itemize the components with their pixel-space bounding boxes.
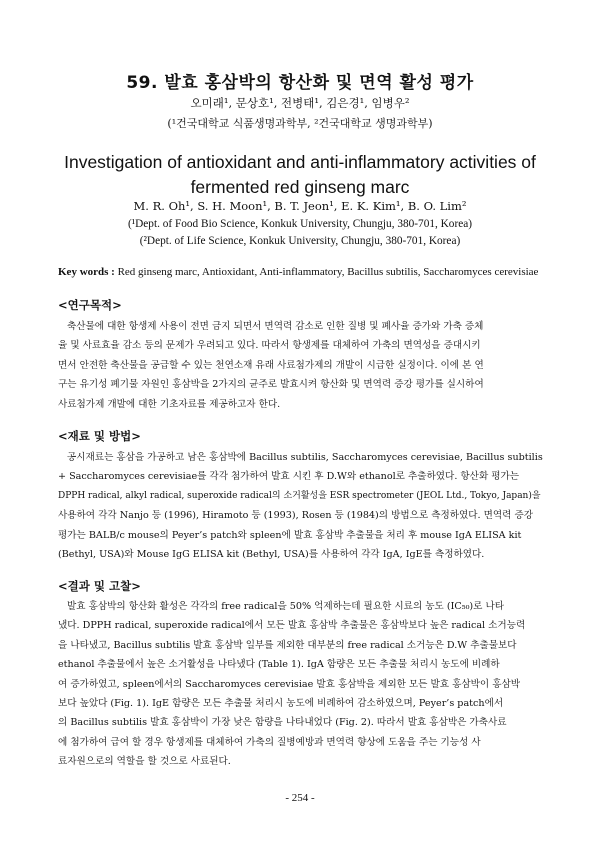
text-line: 보다 높았다 (Fig. 1). IgE 함량은 모든 추출물 처리시 농도에 비례하여 감소하였으며, Peyer’s patch에서 (58, 698, 504, 710)
korean-authors: 오미래¹, 문상호¹, 전병태¹, 김은경¹, 임병우² (190, 96, 410, 110)
text-line: + Saccharomyces cerevisiae를 각각 첨가하여 발효 시킨 후 D.W와 ethanol로 추출하였다. 항산화 평가는 (58, 471, 520, 483)
english-affiliation-1: (¹Dept. of Food Bio Science, Konkuk University, Chungju, 380-701, Korea) (127, 218, 473, 230)
text-line: 에 첨가하여 급여 할 경우 항생제를 대체하여 가축의 질병예방과 면역력 향상에 도움을 주는 기능성 사 (58, 736, 481, 748)
text-line: 축산물에 대한 항생제 사용이 전면 금지 되면서 면역력 감소로 인한 질병 및 폐사율 증가와 가축 증체 (67, 321, 484, 332)
text-line: 공시재료는 홍삼을 가공하고 남은 홍삼박에 Bacillus subtilis, Saccharomyces cerevisiae, Bacillus subtilis (67, 452, 543, 463)
korean-title: 59. 발효 홍삼박의 항산화 및 면역 활성 평가 (126, 73, 474, 93)
section-heading-results: <결과 및 고찰> (58, 579, 141, 593)
english-authors: M. R. Oh¹, S. H. Moon¹, B. T. Jeon¹, E. K. Kim¹, B. O. Lim² (133, 199, 467, 213)
korean-affiliations: (¹건국대학교 식품생명과학부, ²건국대학교 생명과학부) (167, 117, 433, 130)
keywords-label: Key words : (58, 266, 115, 278)
keywords (58, 266, 560, 278)
text-line: 평가는 BALB/c mouse의 Peyer’s patch와 spleen에 발효 홍삼박 추출물을 처리 후 mouse IgA ELISA kit (58, 529, 522, 541)
text-line: 냈다. DPPH radical, superoxide radical에서 모든 발효 홍삼박 추출물은 홍삼박보다 높은 radical 소거능력 (58, 620, 526, 632)
keywords-text: Red ginseng marc, Antioxidant, Anti-inflammatory, Bacillus subtilis, Saccharomyces cerevisiae (117, 266, 539, 278)
text-line: 료자원으로의 역할을 할 것으로 사료된다. (58, 756, 231, 768)
text-line: 을 나타냈고, Bacillus subtilis 발효 홍삼박 일부를 제외한 대부분의 free radical 소거능은 D.W 추출물보다 (58, 639, 517, 651)
english-title-line-2: fermented red ginseng marc (190, 177, 410, 197)
text-line: 의 Bacillus subtilis 발효 홍삼박이 가장 낮은 함량을 나타내었다 (Fig. 2). 따라서 발효 홍삼박은 가축사료 (58, 717, 507, 729)
english-affiliation-2: (²Dept. of Life Science, Konkuk University, Chungju, 380-701, Korea) (139, 235, 461, 247)
section-body-purpose (58, 317, 550, 414)
text-line: (Bethyl, USA)와 Mouse IgG ELISA kit (Bethyl, USA)를 사용하여 각각 IgA, IgE를 측정하였다. (58, 549, 485, 561)
section-heading-methods: <재료 및 방법> (58, 429, 141, 443)
text-line: 율 및 사료효율 감소 등의 문제가 우려되고 있다. 따라서 항생제를 대체하여 가축의 면역성을 증대시키 (58, 340, 481, 352)
text-line: DPPH radical, alkyl radical, superoxide radical의 소거활성을 ESR spectrometer (JEOL Ltd., Tokyo, Japan)을 (58, 490, 541, 501)
page-number: - 254 - (285, 792, 315, 804)
text-line: 여 증가하였고, spleen에서의 Saccharomyces cerevisiae 발효 홍삼박을 제외한 모든 발효 홍삼박이 홍삼박 (58, 678, 521, 690)
english-title-line-1: Investigation of antioxidant and anti-inflammatory activities of (64, 152, 536, 172)
text-line: ethanol 추출물에서 높은 소거활성을 나타냈다 (Table 1). IgA 함량은 모든 추출물 처리시 농도에 비례하 (58, 659, 500, 671)
section-body-methods (58, 448, 550, 564)
text-line: 사용하여 각각 Nanjo 등 (1996), Hiramoto 등 (1993), Rosen 등 (1984)의 방법으로 측정하였다. 면역력 증강 (58, 510, 534, 522)
section-heading-purpose: <연구목적> (58, 298, 122, 312)
text-line: 구는 유기성 폐기물 자원인 홍삼박을 2가지의 균주로 발효시켜 항산화 및 면역력 증강 평가를 실시하여 (58, 379, 484, 391)
text-line: 면서 안전한 축산물을 공급할 수 있는 천연소재 유래 사료첨가제의 개발이 시급한 실정이다. 이에 본 연 (58, 359, 484, 371)
text-line: 사료첨가제 개발에 대한 기초자료를 제공하고자 한다. (58, 398, 281, 410)
english-title (30, 150, 570, 200)
section-body-results (58, 597, 550, 772)
text-line: 발효 홍삼박의 항산화 활성은 각각의 free radical을 50% 억제하는데 필요한 시료의 농도 (IC₅₀)로 나타 (67, 601, 505, 612)
